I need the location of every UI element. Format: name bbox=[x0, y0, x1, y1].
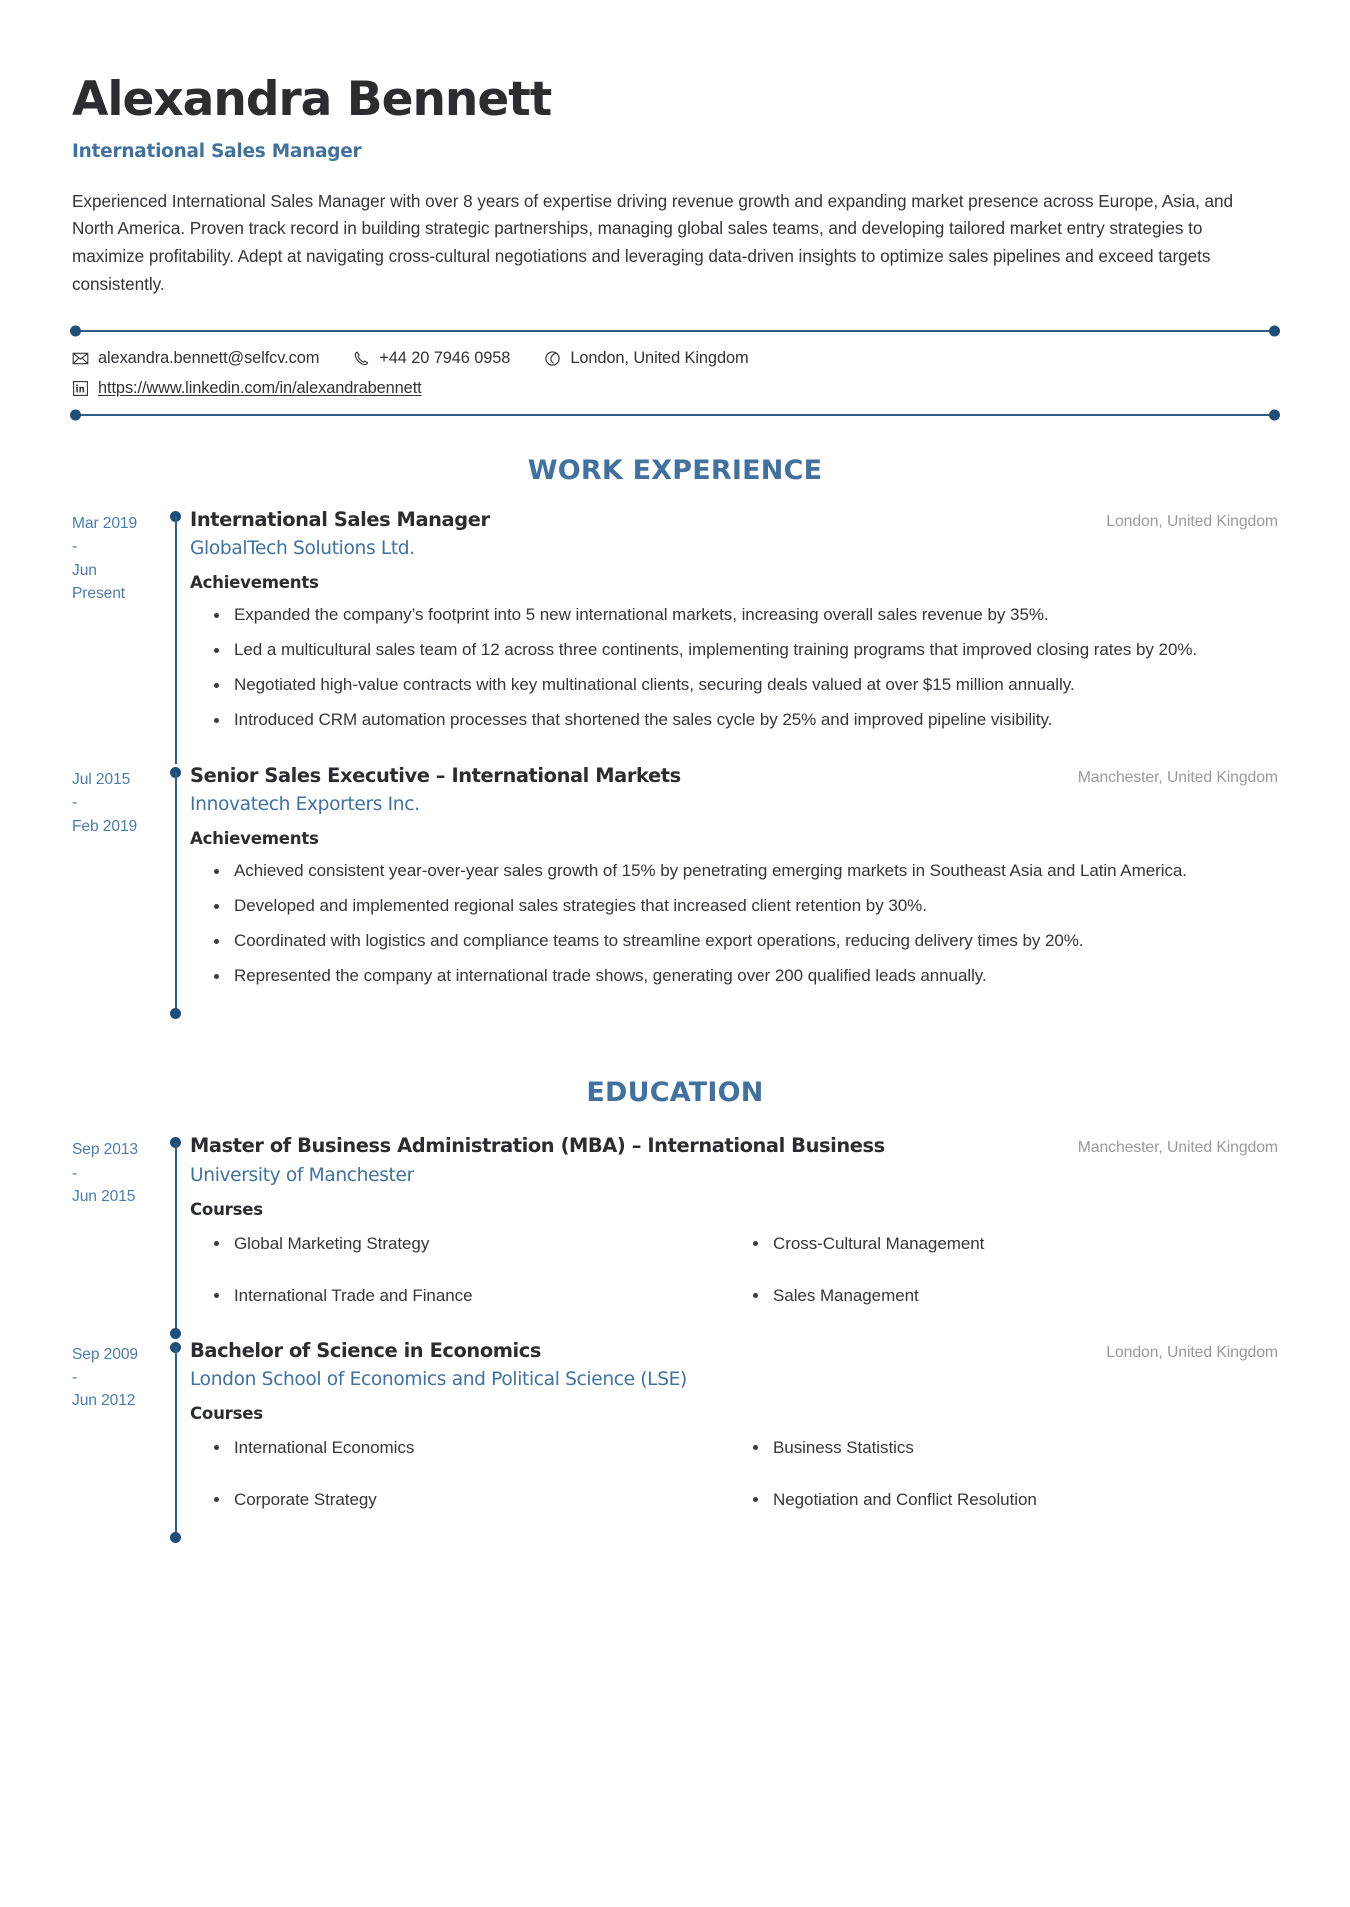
list-item: Coordinated with logistics and compliance teams to streamline export operations, reducing delivery times by 20%. bbox=[234, 928, 1278, 955]
date-line: Jun bbox=[72, 561, 97, 579]
section-education bbox=[0, 1077, 1350, 1543]
work-entry bbox=[72, 764, 1278, 1020]
contact-linkedin-text: https://www.linkedin.com/in/alexandrabennett bbox=[98, 379, 422, 398]
list-item: Achieved consistent year-over-year sales growth of 15% by penetrating emerging markets in Southeast Asia and Latin America. bbox=[234, 858, 1278, 885]
list-item: Negotiated high-value contracts with key multinational clients, securing deals valued at over $15 million annually. bbox=[234, 672, 1278, 699]
date-line: Jun 2012 bbox=[72, 1392, 136, 1410]
work-entry-achievements-list bbox=[190, 602, 1278, 733]
section-heading-education: EDUCATION bbox=[586, 1077, 764, 1109]
date-line: - bbox=[72, 1164, 78, 1182]
section-work-experience bbox=[0, 455, 1350, 1019]
timeline-track bbox=[164, 1134, 190, 1338]
work-entry-organization: Innovatech Exporters Inc. bbox=[190, 794, 420, 815]
contact-phone-text: +44 20 7946 0958 bbox=[379, 349, 511, 368]
contact-email-text: alexandra.bennett@selfcv.com bbox=[98, 349, 320, 368]
work-entry-achievements-label: Achievements bbox=[190, 573, 319, 593]
timeline-line bbox=[175, 1142, 177, 1338]
phone-icon bbox=[353, 350, 370, 367]
contact-email[interactable] bbox=[72, 349, 319, 368]
work-entry-body bbox=[190, 508, 1278, 764]
education-entry-courses-list bbox=[190, 1435, 1278, 1513]
work-entry-topline bbox=[190, 508, 1278, 532]
list-item: Cross-Cultural Management bbox=[773, 1231, 1278, 1257]
date-line: Feb 2019 bbox=[72, 817, 138, 835]
list-item: Introduced CRM automation processes that shortened the sales cycle by 25% and improved pipeline visibility. bbox=[234, 707, 1278, 734]
header-job-title: International Sales Manager bbox=[72, 140, 362, 162]
work-entry-organization: GlobalTech Solutions Ltd. bbox=[190, 538, 415, 560]
list-item: Corporate Strategy bbox=[234, 1487, 739, 1513]
work-entry-dates bbox=[72, 764, 164, 1020]
timeline-track bbox=[164, 1339, 190, 1543]
date-line: - bbox=[72, 794, 78, 812]
work-entry-achievements-label: Achievements bbox=[190, 829, 319, 848]
timeline-track bbox=[164, 508, 190, 764]
date-line: Jul 2015 bbox=[72, 770, 131, 788]
list-item: Business Statistics bbox=[773, 1435, 1278, 1461]
date-line: - bbox=[72, 538, 78, 556]
education-entry-topline bbox=[190, 1339, 1278, 1363]
contact-linkedin[interactable] bbox=[72, 379, 422, 398]
list-item: Sales Management bbox=[773, 1283, 1278, 1309]
date-line: Sep 2013 bbox=[72, 1141, 138, 1159]
education-entry-school: University of Manchester bbox=[190, 1164, 414, 1186]
date-line: Present bbox=[72, 585, 126, 603]
contact-location-text: London, United Kingdom bbox=[570, 349, 749, 368]
linkedin-icon bbox=[72, 380, 89, 397]
work-entry-role: International Sales Manager bbox=[190, 508, 490, 532]
education-entry-topline bbox=[190, 1134, 1278, 1158]
list-item: Led a multicultural sales team of 12 across three continents, implementing training programs that improved closing rates by 20%. bbox=[234, 637, 1278, 664]
timeline-dot-icon bbox=[170, 1532, 181, 1543]
date-line: Mar 2019 bbox=[72, 515, 138, 533]
contact-line-secondary bbox=[72, 379, 1278, 398]
education-entry-dates bbox=[72, 1134, 164, 1338]
work-entry-dates bbox=[72, 508, 164, 764]
education-entry-courses-label: Courses bbox=[190, 1199, 263, 1219]
work-entry bbox=[72, 508, 1278, 764]
date-line: Sep 2009 bbox=[72, 1345, 138, 1363]
timeline-line bbox=[175, 516, 177, 764]
envelope-icon bbox=[72, 350, 89, 367]
section-heading-work: WORK EXPERIENCE bbox=[527, 455, 823, 487]
work-entry-achievements-list bbox=[190, 858, 1278, 989]
timeline-line bbox=[175, 1347, 177, 1537]
contact-location bbox=[544, 349, 748, 368]
list-item: Global Marketing Strategy bbox=[234, 1231, 739, 1257]
education-entry-body bbox=[190, 1134, 1278, 1338]
date-line: - bbox=[72, 1369, 78, 1387]
contact-rule-bottom bbox=[72, 414, 1278, 416]
contact-line-primary bbox=[72, 349, 1278, 368]
contact-rows bbox=[72, 332, 1278, 414]
education-entry-dates bbox=[72, 1339, 164, 1543]
list-item: Expanded the company’s footprint into 5 new international markets, increasing overall sales revenue by 35%. bbox=[234, 602, 1278, 629]
contact-phone[interactable] bbox=[353, 349, 510, 368]
education-entry-body bbox=[190, 1339, 1278, 1543]
professional-summary: Experienced International Sales Manager with over 8 years of expertise driving revenue growth and expanding market presence across Europe, Asia, and North America. Proven track record in building strategic partnerships, managing global sales teams, and developing tailored market entry strategies to maximize profitability. Adept at navigating cross-cultural negotiations and leveraging data-driven insights to optimize sales pipelines and exceed targets consistently. bbox=[72, 190, 1234, 295]
timeline-track bbox=[164, 764, 190, 1020]
education-entry-courses-list bbox=[190, 1231, 1278, 1309]
education-entry-courses-label: Courses bbox=[190, 1403, 263, 1423]
date-line: Jun 2015 bbox=[72, 1188, 136, 1206]
list-item: Developed and implemented regional sales strategies that increased client retention by 30%. bbox=[234, 893, 1278, 920]
list-item: International Trade and Finance bbox=[234, 1283, 739, 1309]
page-title: Alexandra Bennett bbox=[72, 72, 552, 127]
education-entry bbox=[72, 1134, 1278, 1338]
education-entry-location: London, United Kingdom bbox=[1106, 1343, 1278, 1361]
list-item: Negotiation and Conflict Resolution bbox=[773, 1487, 1278, 1513]
globe-pin-icon bbox=[544, 350, 561, 367]
work-entry-location: London, United Kingdom bbox=[1106, 513, 1278, 531]
contact-band bbox=[0, 330, 1350, 416]
work-entry-location: Manchester, United Kingdom bbox=[1077, 768, 1278, 786]
work-entry-role: Senior Sales Executive – International Markets bbox=[190, 763, 681, 787]
work-entry-topline bbox=[190, 764, 1278, 788]
timeline-dot-icon bbox=[170, 1008, 181, 1019]
work-entry-body bbox=[190, 764, 1278, 1020]
education-entry-school: London School of Economics and Political Science (LSE) bbox=[190, 1368, 687, 1390]
resume-header bbox=[0, 74, 1350, 299]
timeline-line bbox=[175, 772, 177, 1014]
list-item: International Economics bbox=[234, 1435, 739, 1461]
timeline-dot-icon bbox=[170, 1328, 181, 1339]
education-entry-location: Manchester, United Kingdom bbox=[1077, 1139, 1278, 1157]
contact-rule-top bbox=[72, 330, 1278, 332]
list-item: Represented the company at international trade shows, generating over 200 qualified leads annually. bbox=[234, 963, 1278, 990]
education-entry-degree: Bachelor of Science in Economics bbox=[190, 1338, 542, 1362]
education-entry-degree: Master of Business Administration (MBA) – International Business bbox=[190, 1134, 885, 1158]
education-entry bbox=[72, 1339, 1278, 1543]
